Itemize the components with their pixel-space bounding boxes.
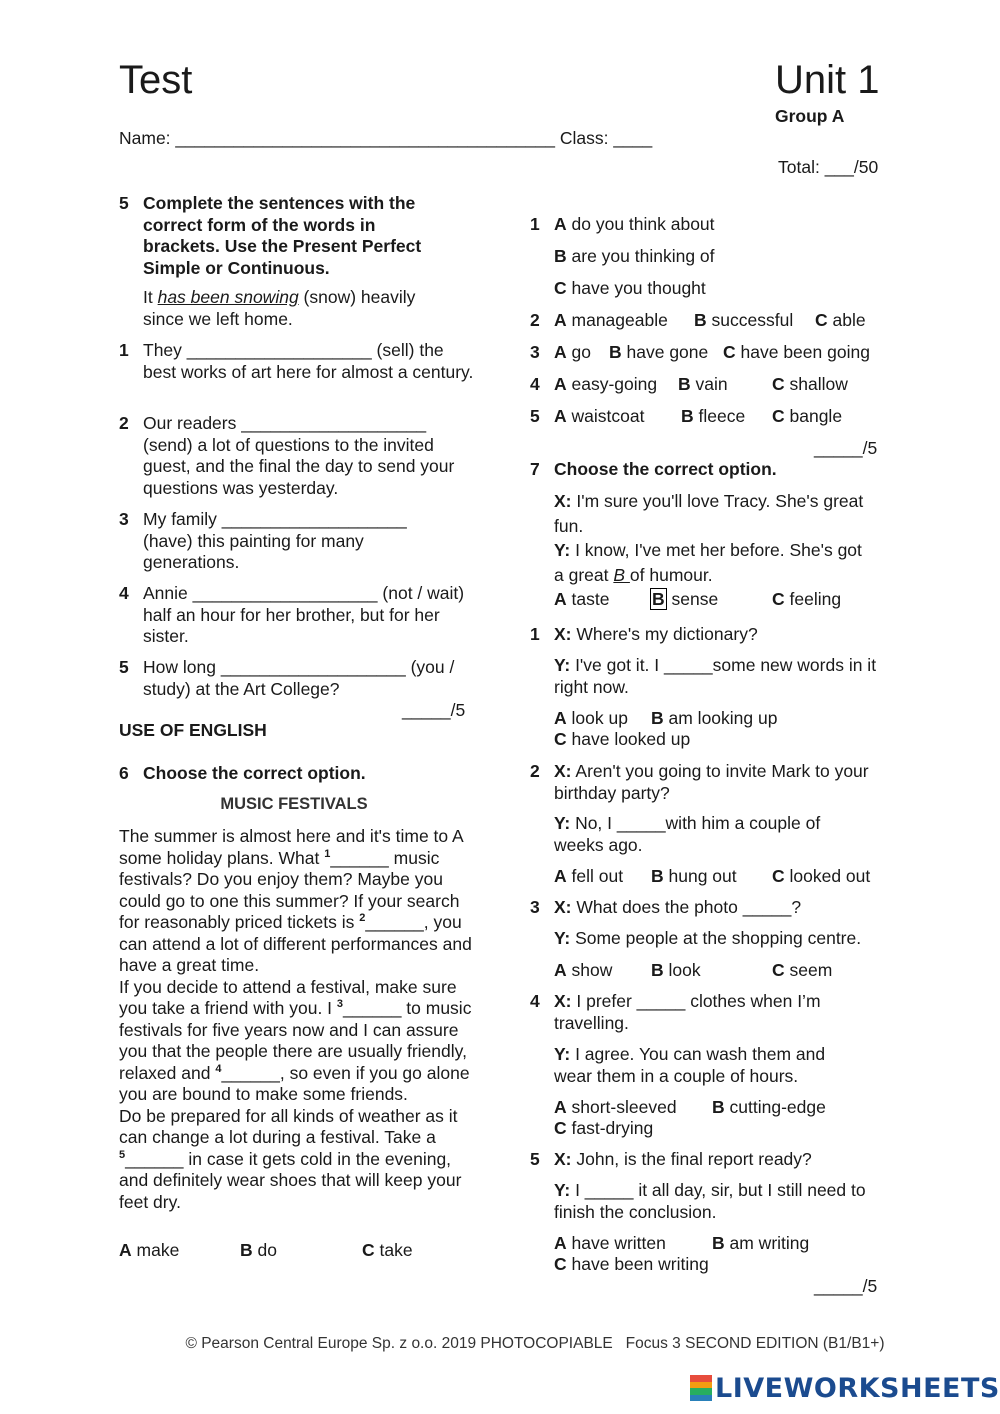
ex5-item-number: 2: [119, 413, 129, 433]
ex6-answer-option: B successful: [694, 310, 794, 330]
ex7-item-y: Y: I agree. You can wash them and wear them in a couple of hours.: [554, 1044, 826, 1086]
ex5-item-number: 3: [119, 509, 129, 529]
ex5-item-text: How long ___________________ (you / study) at the Art College?: [143, 657, 455, 699]
ex5-item-text: Our readers ___________________ (send) a lot of questions to the invited guest, and the final the day to send your questions was yesterday.: [143, 413, 455, 498]
ex7-item-option: C have looked up: [554, 729, 691, 749]
ex5-item-number: 5: [119, 657, 129, 677]
ex7-item-number: 2: [530, 761, 540, 781]
ex7-example-dialogue: X: I'm sure you'll love Tracy. She's great fun. Y: I know, I've met her before. She's got a great B of humour.: [554, 491, 864, 585]
name-class-line: Name: _______________________________________ Class: ____: [119, 128, 653, 148]
ex7-item-option: C looked out: [772, 866, 871, 886]
ex5-example-post: (snow) heavily since we left home.: [143, 287, 416, 329]
ex5-number: 5: [119, 193, 129, 213]
liveworksheets-logo-icon: [690, 1375, 712, 1401]
ex6-answer-option: A easy-going: [554, 374, 658, 394]
ex5-example: [143, 287, 453, 330]
ex6-answer-number: 3: [530, 342, 540, 362]
ex7-item-number: 1: [530, 624, 540, 644]
ex6-number: 6: [119, 763, 129, 783]
ex7-score: _____/5: [814, 1276, 878, 1296]
group-label: Group A: [775, 106, 845, 126]
ex6-answer-option: C able: [815, 310, 866, 330]
ex6-example-option-b: B do: [240, 1240, 277, 1260]
ex6-answer-number: 1: [530, 214, 540, 234]
ex7-item-option: B am writing: [712, 1233, 810, 1253]
ex5-score: _____/5: [402, 700, 466, 720]
ex7-example-option-c: C feeling: [772, 589, 842, 609]
ex7-item-option: B look: [651, 960, 701, 980]
ex6-text-title: MUSIC FESTIVALS: [220, 795, 368, 813]
ex7-item-y: Y: Some people at the shopping centre.: [554, 928, 862, 948]
ex7-item-option: C have been writing: [554, 1254, 709, 1274]
ex6-answer-option: A manageable: [554, 310, 668, 330]
ex6-answer-option: C have been going: [723, 342, 870, 362]
ex5-item-text: They ___________________ (sell) the best works of art here for almost a century.: [143, 340, 474, 382]
ex7-item-option: C fast-drying: [554, 1118, 654, 1138]
page-title: Test: [119, 58, 193, 102]
ex6-instruction: Choose the correct option.: [143, 763, 366, 783]
ex7-item-number: 5: [530, 1149, 540, 1169]
ex7-item-y: Y: I've got it. I _____some new words in it right now.: [554, 655, 877, 697]
ex5-example-pre: It: [143, 287, 158, 307]
ex5-example-answer: has been snowing: [157, 287, 299, 307]
ex7-item-option: C seem: [772, 960, 833, 980]
ex7-item-x: X: I prefer _____ clothes when I’m travelling.: [554, 991, 821, 1033]
ex7-item-number: 3: [530, 897, 540, 917]
ex7-item-y: Y: No, I _____with him a couple of weeks ago.: [554, 813, 821, 855]
ex6-answer-option: A waistcoat: [554, 406, 645, 426]
ex7-item-option: A look up: [554, 708, 628, 728]
copyright-footer: © Pearson Central Europe Sp. z o.o. 2019 PHOTOCOPIABLE Focus 3 SECOND EDITION (B1/B1+): [185, 1335, 885, 1352]
ex7-example-option-a: A taste: [554, 589, 610, 609]
liveworksheets-wordmark: LIVEWORKSHEETS: [715, 1372, 1000, 1404]
ex6-answer-option: C shallow: [772, 374, 848, 394]
ex6-passage: The summer is almost here and it's time to A some holiday plans. What $^1$______ music festivals? Do you enjoy them? Maybe you could go to one this summer? If your search for reasonably priced tickets is $^2$______, you can attend a lot of different performances and have a great time. If you decide to attend a festival, make sure you take a friend with you. I $^3$______ to music festivals for five years now and I can assure you that the people there are usually friendly, relaxed and $^4$______, so even if you go alone you are bound to make some friends. Do be prepared for all kinds of weather as it can change a lot during a festival. Take a $^5$______ in case it gets cold in the evening, and definitely wear shoes that will keep your feet dry.: [119, 826, 472, 1212]
ex5-item-text: My family ___________________ (have) this painting for many generations.: [143, 509, 407, 572]
ex7-item-y: Y: I _____ it all day, sir, but I still need to finish the conclusion.: [554, 1180, 866, 1222]
ex7-item-option: A show: [554, 960, 613, 980]
ex6-answer-number: 2: [530, 310, 540, 330]
ex7-item-option: B cutting-edge: [712, 1097, 826, 1117]
ex6-answer-option: C have you thought: [554, 278, 706, 298]
ex6-answer-option: B have gone: [609, 342, 709, 362]
ex7-number: 7: [530, 459, 540, 479]
ex5-instruction: Complete the sentences with the correct form of the words in brackets. Use the Present Perfect Simple or Continuous.: [143, 193, 422, 278]
ex6-example-option-a: A make: [119, 1240, 180, 1260]
ex6-answer-option: A go: [554, 342, 591, 362]
ex7-item-x: X: John, is the final report ready?: [554, 1149, 812, 1169]
ex7-item-x: X: Where's my dictionary?: [554, 624, 758, 644]
ex6-answer-option: A do you think about: [554, 214, 715, 234]
ex7-item-option: A short-sleeved: [554, 1097, 677, 1117]
ex7-example-answer-box: B: [652, 589, 665, 609]
ex7-item-option: A have written: [554, 1233, 666, 1253]
ex7-item-option: A fell out: [554, 866, 624, 886]
ex6-score: _____/5: [814, 438, 878, 458]
ex6-answer-option: B vain: [678, 374, 728, 394]
ex6-answer-option: B are you thinking of: [554, 246, 715, 266]
ex6-example-option-c: C take: [362, 1240, 413, 1260]
ex5-item-text: Annie ___________________ (not / wait) half an hour for her brother, but for her sister.: [143, 583, 465, 646]
unit-title: Unit 1: [775, 58, 880, 102]
ex7-example-option-b: B sense: [652, 589, 719, 609]
ex7-item-option: B am looking up: [651, 708, 778, 728]
ex6-answer-option: B fleece: [681, 406, 746, 426]
ex6-answer-option: C bangle: [772, 406, 843, 426]
liveworksheets-watermark[interactable]: [690, 1373, 1000, 1403]
ex7-item-x: X: Aren't you going to invite Mark to your birthday party?: [554, 761, 869, 803]
total-score: Total: ___/50: [778, 157, 879, 177]
section-heading-use-of-english: USE OF ENGLISH: [119, 720, 267, 740]
ex5-item-number: 4: [119, 583, 129, 603]
ex7-item-number: 4: [530, 991, 540, 1011]
ex6-answer-number: 5: [530, 406, 540, 426]
ex6-answer-number: 4: [530, 374, 540, 394]
ex7-item-x: X: What does the photo _____?: [554, 897, 802, 917]
ex7-instruction: Choose the correct option.: [554, 459, 777, 479]
ex7-item-option: B hung out: [651, 866, 737, 886]
ex5-item-number: 1: [119, 340, 129, 360]
